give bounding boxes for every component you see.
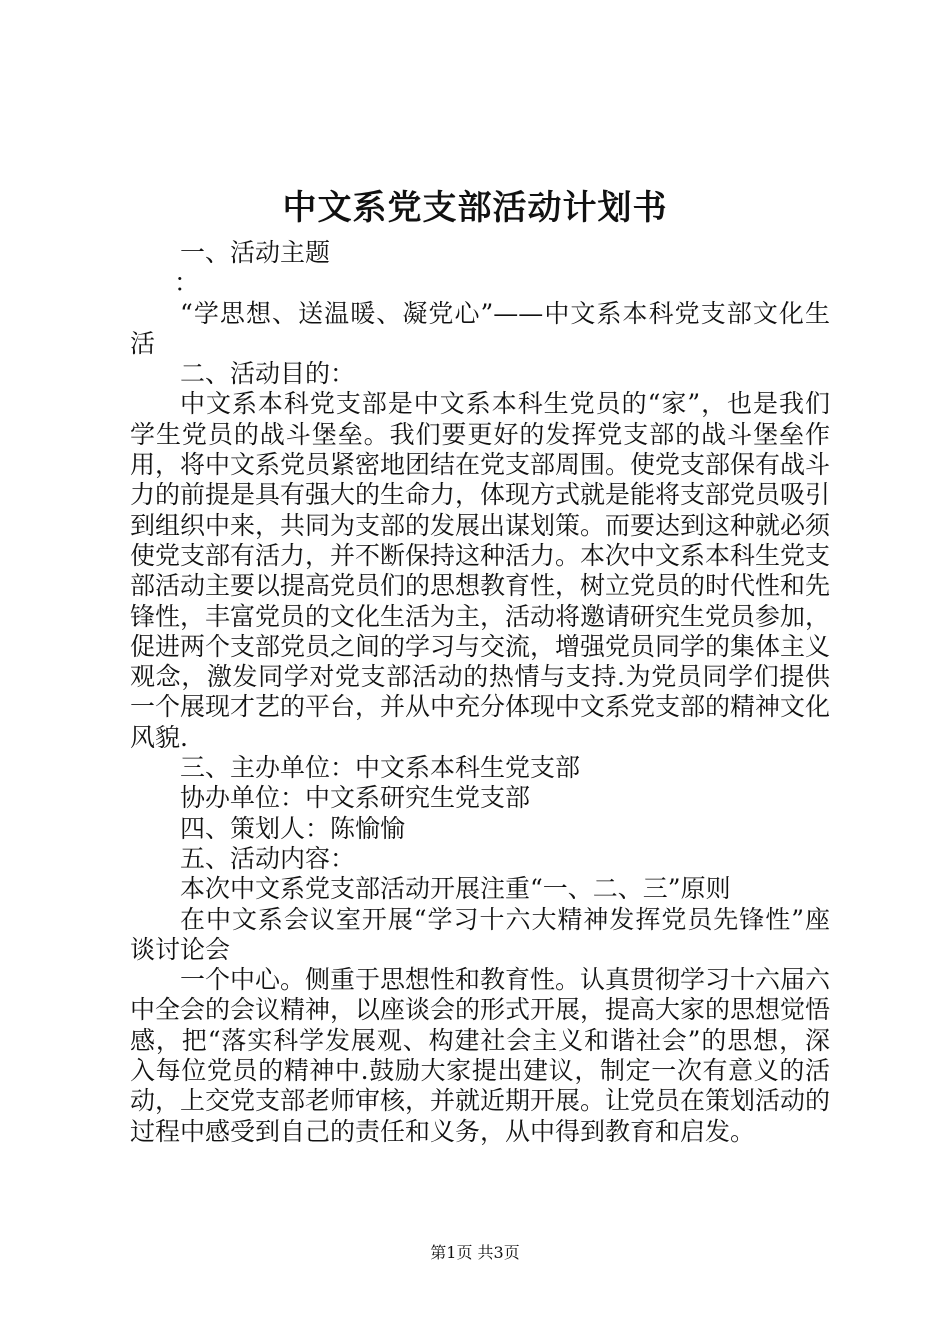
content-principle: 本次中文系党支部活动开展注重“一、二、三”原则 bbox=[180, 874, 731, 904]
host-unit: 三、主办单位：中文系本科生党支部 bbox=[180, 753, 581, 783]
section-heading-content: 五、活动内容： bbox=[180, 843, 356, 873]
purpose-paragraph: 中文系本科党支部是中文系本科生党员的“家”，也是我们学生党员的战斗堡垒。我们要更好的发挥党支部的战斗堡垒作用，将中文系党员紧密地团结在党支部周围。使党支部保有战斗力的前提是具有强大的生命力，体现方式就是能将支部党员吸引到组织中来，共同为支部的发展出谋划策。而要达到这种就必须使党支部有活力，并不断保持这种活力。本次中文系本科生党支部活动主要以提高党员们的思想教育性，树立党员的时代性和先锋性，丰富党员的文化生活为主，活动将邀请研究生党员参加，促进两个支部党员之间的学习与交流，增强党员同学的集体主义观念，激发同学对党支部活动的热情与支持.为党员同学们提供一个展现才艺的平台，并从中充分体现中文系党支部的精神文化风貌. bbox=[130, 389, 831, 752]
document-body bbox=[130, 238, 830, 1147]
content-one-center: 一个中心。侧重于思想性和教育性。认真贯彻学习十六届六中全会的会议精神，以座谈会的形式开展，提高大家的思想觉悟感，把“落实科学发展观、构建社会主义和谐社会”的思想，深入每位党员的精神中.鼓励大家提出建议，制定一次有意义的活动，上交党支部老师审核，并就近期开展。让党员在策划活动的过程中感受到自己的责任和义务，从中得到教育和启发。 bbox=[130, 965, 831, 1146]
document-title: 中文系党支部活动计划书 bbox=[282, 188, 668, 228]
content-seminar: 在中文系会议室开展“学习十六大精神发挥党员先锋性”座谈讨论会 bbox=[130, 904, 830, 964]
page-number-footer: 第1页 共3页 bbox=[430, 1243, 520, 1262]
theme-colon: ： bbox=[174, 268, 200, 298]
section-heading-purpose: 二、活动目的： bbox=[180, 359, 356, 389]
section-heading-theme: 一、活动主题 bbox=[180, 238, 331, 267]
theme-text: “学思想、送温暖、凝党心”——中文系本科党支部文化生活 bbox=[130, 298, 830, 358]
co-host-unit: 协办单位：中文系研究生党支部 bbox=[180, 783, 531, 813]
planner: 四、策划人：陈愉愉 bbox=[180, 813, 406, 843]
